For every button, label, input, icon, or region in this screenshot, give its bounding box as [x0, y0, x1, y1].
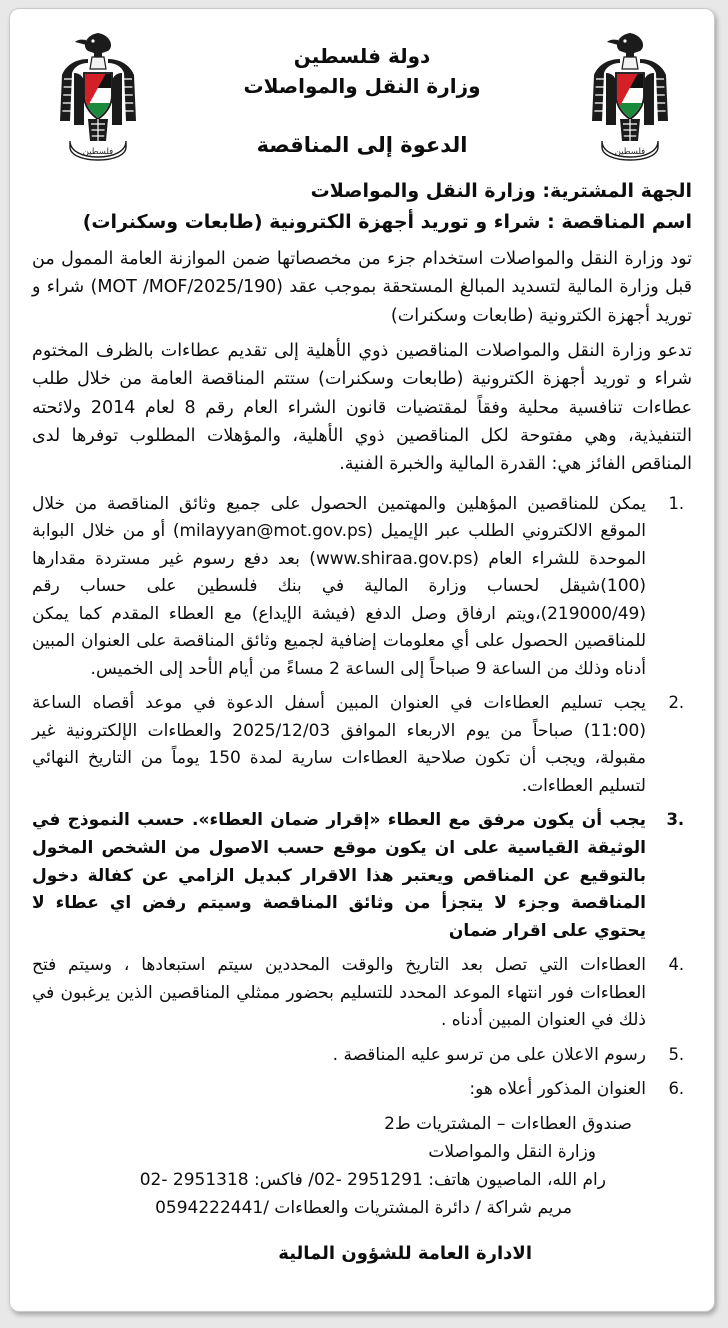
item-text: رسوم الاعلان على من ترسو عليه المناقصة . — [332, 1044, 646, 1065]
item-text: العطاءات التي تصل بعد التاريخ والوقت المحددين سيتم استبعادها ، وسيتم فتح العطاءات فور انتهاء الموعد المحدد للتسليم بحضور ممثلي المناقصين الذين يرغبون في ذلك في العنوان المبين أدناه . — [32, 955, 646, 1031]
header-titles — [32, 41, 692, 101]
address-block — [32, 1111, 692, 1223]
address-line-box: صندوق العطاءات – المشتريات ط2 — [384, 1113, 632, 1134]
list-item — [32, 1042, 692, 1070]
list-item — [32, 807, 692, 945]
item-number: 6. — [668, 1079, 684, 1099]
state-name: دولة فلسطين — [293, 44, 431, 68]
signature-department: الادارة العامة للشؤون المالية — [278, 1242, 532, 1264]
emblem-caption-text: فلسطين — [614, 147, 646, 157]
document-page — [9, 8, 715, 1312]
list-item — [32, 690, 692, 800]
item-text: يجب أن يكون مرفق مع العطاء «إقرار ضمان العطاء». حسب النموذج في الوثيقة القياسية على ان يكون موقع حسب الاصول من الشخص المخول بالتوقيع عن المناقص ويعتبر هذا الاقرار كبديل الزامي عن كفالة دخول المناقصة وجزء لا يتجزأ من وثائق المناقصة وسيتم رفض اي عطاء لا يحتوي على اقرار ضمان — [32, 810, 646, 941]
ministry-name: وزارة النقل والمواصلات — [243, 74, 481, 98]
invitation-title: الدعوة إلى المناقصة — [256, 133, 468, 157]
tender-conditions-list — [32, 491, 692, 1104]
item-number: 4. — [668, 955, 684, 975]
tender-name-heading: اسم المناقصة : شراء و توريد أجهزة الكترونية (طابعات وسكنرات) — [82, 211, 692, 234]
funding-paragraph: تود وزارة النقل والمواصلات استخدام جزء من مخصصاتها ضمن الموازنة العامة الممول من قبل وزارة المالية لتسديد المبالغ المستحقة بموجب عقد (MOT /MOF/2025/190) شراء و توريد أجهزة الكترونية (طابعات وسكنرات) — [32, 248, 692, 326]
document-body — [10, 9, 714, 1274]
list-item — [32, 491, 692, 684]
item-number: 2. — [668, 693, 684, 713]
address-line-officer: مريم شراكة / دائرة المشتريات والعطاءات /0594222441 — [155, 1198, 572, 1219]
item-text: يمكن للمناقصين المؤهلين والمهتمين الحصول على جميع وثائق المناقصة من خلال الموقع الالكتروني الطلب عبر الإيميل (milayyan@mot.gov.ps) أو من خلال البوابة الموحدة للشراء العام (www.shiraa.gov.ps) بعد دفع رسوم غير مستردة مقدارها (100)شيقل لحساب وزارة المالية في بنك فلسطين على حساب رقم (219000/49)،ويتم ارفاق وصل الدفع (فيشة الإيداع) مع العطاء المقدم كما يمكن للمناقصين الحصول على أي معلومات إضافية لجميع وثائق المناقصة على العنوان المبين أدناه وذلك من الساعة 9 صباحاً إلى الساعة 2 مساءً من أيام الأحد إلى الخميس. — [32, 493, 647, 679]
address-line-contact: رام الله، الماصيون هاتف: 2951291 -02/ فاكس: 2951318 -02 — [139, 1170, 606, 1191]
buyer-heading: الجهة المشترية: وزارة النقل والمواصلات — [310, 180, 692, 202]
list-item — [32, 1076, 692, 1104]
address-line-ministry: وزارة النقل والمواصلات — [428, 1141, 596, 1162]
document-header — [32, 23, 692, 173]
item-number: 5. — [668, 1044, 684, 1064]
item-number: 1. — [668, 493, 684, 513]
item-text: العنوان المذكور أعلاه هو: — [469, 1079, 646, 1100]
invitation-paragraph: تدعو وزارة النقل والمواصلات المناقصين ذوي الأهلية إلى تقديم عطاءات بالظرف المختوم شراء و توريد أجهزة الكترونية (طابعات وسكنرات) ستتم المناقصة العامة من خلال طلب عطاءات تنافسية محلية وفقاً لمقتضيات قانون الشراء العام رقم 8 لعام 2014 ولائحته التنفيذية، وهي مفتوحة لكل المناقصين ذوي الأهلية، والمؤهلات المطلوب توفرها لدى المناقص الفائز هي: القدرة المالية والخبرة الفنية. — [32, 340, 693, 475]
item-number: 3. — [666, 810, 684, 830]
emblem-caption-text: فلسطين — [82, 147, 114, 157]
list-item — [32, 952, 692, 1035]
item-text: يجب تسليم العطاءات في العنوان المبين أسفل الدعوة في موعد أقصاه الساعة (11:00) صباحاً من يوم الاربعاء الموافق 2025/12/03 والعطاءات الإلكترونية غير مقبولة، ويجب أن تكون صلاحية العطاءات سارية لمدة 150 يوماً من التاريخ النهائي لتسليم العطاءات. — [32, 693, 646, 796]
